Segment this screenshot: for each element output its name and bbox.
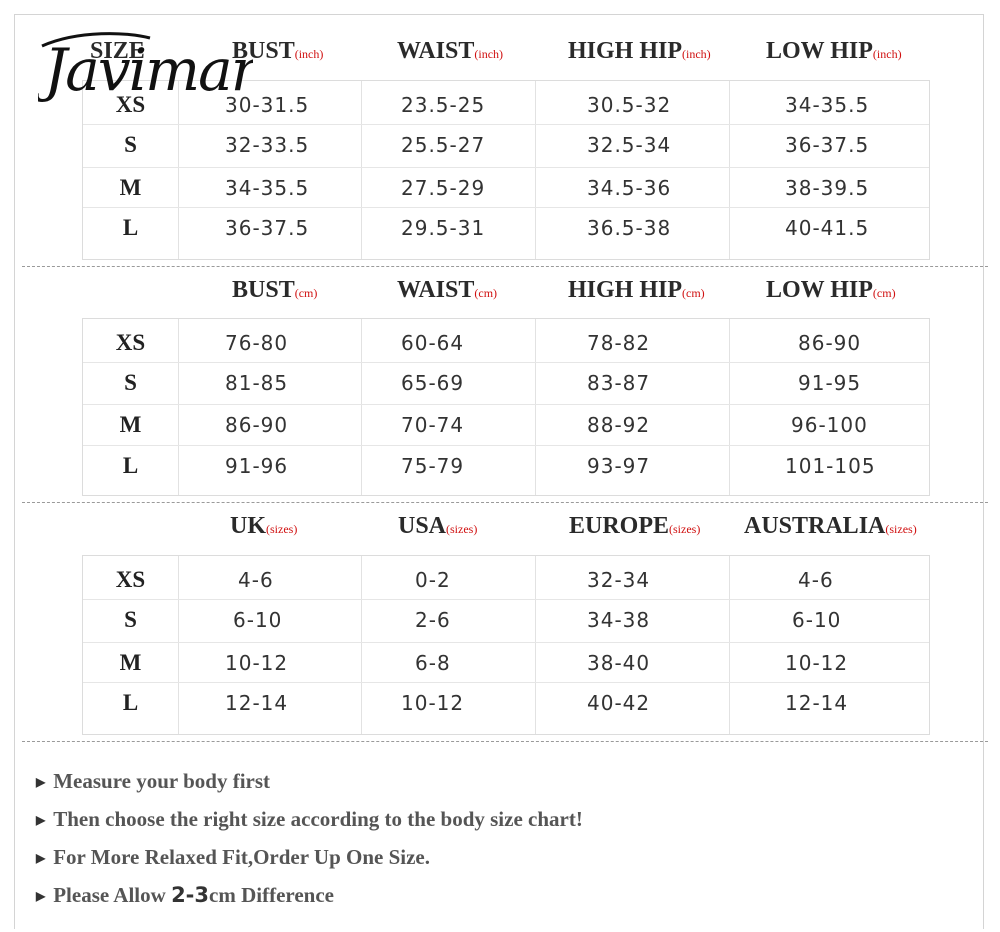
triangle-bullet-icon: ▶ bbox=[36, 851, 46, 865]
cm-table bbox=[82, 318, 930, 496]
table-cell: 34-35.5 bbox=[785, 93, 870, 117]
table-cell: 30-31.5 bbox=[225, 93, 310, 117]
table-cell: 32.5-34 bbox=[587, 133, 672, 157]
unit-label: (sizes) bbox=[885, 522, 917, 536]
table-cell: 0-2 bbox=[415, 568, 451, 592]
note-difference: ▶ Please Allow 2-3cm Difference bbox=[36, 883, 334, 907]
table-cell: 10-12 bbox=[401, 691, 465, 715]
table-row bbox=[83, 599, 929, 640]
table-cell: 78-82 bbox=[587, 331, 651, 355]
note-choose-size: ▶ Then choose the right size according to the body size chart! bbox=[36, 807, 583, 831]
note-measure: ▶ Measure your body first bbox=[36, 769, 271, 793]
size-label: L bbox=[122, 215, 139, 240]
unit-label: (sizes) bbox=[669, 522, 701, 536]
section-divider bbox=[22, 502, 988, 503]
header-bust-inch: BUST(inch) bbox=[232, 38, 324, 64]
table-cell: 96-100 bbox=[791, 413, 868, 437]
unit-label: (cm) bbox=[474, 286, 498, 300]
size-label: XS bbox=[115, 567, 146, 592]
top-decoration bbox=[501, 5, 561, 19]
table-cell: 40-41.5 bbox=[785, 216, 870, 240]
table-cell: 86-90 bbox=[225, 413, 289, 437]
table-cell: 65-69 bbox=[401, 371, 465, 395]
table-cell: 83-87 bbox=[587, 371, 651, 395]
size-label: S bbox=[124, 132, 137, 157]
table-cell: 29.5-31 bbox=[401, 216, 486, 240]
header-uk: UK(sizes) bbox=[230, 513, 298, 539]
table-cell: 25.5-27 bbox=[401, 133, 486, 157]
size-label: M bbox=[119, 650, 142, 675]
brand-logo bbox=[38, 24, 253, 104]
brand-logo-text: Javima bbox=[44, 36, 231, 104]
inch-table bbox=[82, 80, 930, 260]
header-waist-inch: WAIST(inch) bbox=[397, 38, 504, 64]
unit-label: (inch) bbox=[682, 47, 711, 61]
table-cell: 86-90 bbox=[798, 331, 862, 355]
size-label: L bbox=[122, 453, 139, 478]
table-cell: 38-39.5 bbox=[785, 176, 870, 200]
table-cell: 10-12 bbox=[785, 651, 849, 675]
header-europe: EUROPE(sizes) bbox=[569, 513, 701, 539]
table-cell: 27.5-29 bbox=[401, 176, 486, 200]
table-row bbox=[83, 445, 929, 486]
table-cell: 12-14 bbox=[225, 691, 289, 715]
header-size: SIZE bbox=[90, 38, 145, 64]
size-label: S bbox=[124, 370, 137, 395]
size-label: M bbox=[119, 175, 142, 200]
table-cell: 38-40 bbox=[587, 651, 651, 675]
table-row bbox=[83, 207, 929, 248]
header-usa: USA(sizes) bbox=[398, 513, 478, 539]
table-cell: 36-37.5 bbox=[225, 216, 310, 240]
table-cell: 91-95 bbox=[798, 371, 862, 395]
unit-label: (inch) bbox=[872, 47, 902, 61]
table-row bbox=[83, 167, 929, 208]
table-cell: 6-10 bbox=[792, 608, 842, 632]
table-cell: 34-38 bbox=[587, 608, 651, 632]
table-cell: 4-6 bbox=[798, 568, 834, 592]
table-cell: 6-10 bbox=[233, 608, 283, 632]
table-cell: 36-37.5 bbox=[785, 133, 870, 157]
table-cell: 40-42 bbox=[587, 691, 651, 715]
header-bust-cm: BUST(cm) bbox=[232, 277, 318, 303]
header-australia: AUSTRALIA(sizes) bbox=[744, 513, 917, 539]
brand-logo-graphic bbox=[38, 24, 253, 104]
table-cell: 88-92 bbox=[587, 413, 651, 437]
table-row bbox=[83, 124, 929, 165]
unit-label: (cm) bbox=[872, 286, 896, 300]
table-cell: 2-6 bbox=[415, 608, 451, 632]
unit-label: (cm) bbox=[682, 286, 705, 300]
size-label: S bbox=[124, 607, 137, 632]
triangle-bullet-icon: ▶ bbox=[36, 889, 46, 903]
table-cell: 34.5-36 bbox=[587, 176, 672, 200]
unit-label: (cm) bbox=[294, 286, 318, 300]
unit-label: (sizes) bbox=[266, 522, 298, 536]
difference-range: 2-3 bbox=[171, 883, 210, 907]
size-label: XS bbox=[115, 92, 146, 117]
table-cell: 91-96 bbox=[225, 454, 289, 478]
table-cell: 10-12 bbox=[225, 651, 289, 675]
table-row bbox=[83, 362, 929, 403]
table-cell: 34-35.5 bbox=[225, 176, 310, 200]
table-cell: 12-14 bbox=[785, 691, 849, 715]
table-row bbox=[83, 404, 929, 445]
header-highhip-inch: HIGH HIP(inch) bbox=[568, 38, 711, 64]
table-row bbox=[83, 323, 929, 363]
table-cell: 93-97 bbox=[587, 454, 651, 478]
note-relaxed-fit: ▶ For More Relaxed Fit,Order Up One Size. bbox=[36, 845, 430, 869]
table-row bbox=[83, 560, 929, 600]
section-divider bbox=[22, 741, 988, 742]
table-cell: 75-79 bbox=[401, 454, 465, 478]
size-label: XS bbox=[115, 330, 146, 355]
header-waist-cm: WAIST(cm) bbox=[397, 277, 498, 303]
header-lowhip-inch: LOW HIP(inch) bbox=[766, 38, 902, 64]
section-divider bbox=[22, 266, 988, 267]
region-table bbox=[82, 555, 930, 735]
unit-label: (inch) bbox=[294, 47, 324, 61]
table-cell: 23.5-25 bbox=[401, 93, 486, 117]
header-highhip-cm: HIGH HIP(cm) bbox=[568, 277, 705, 303]
table-cell: 6-8 bbox=[415, 651, 451, 675]
unit-label: (inch) bbox=[474, 47, 504, 61]
table-cell: 76-80 bbox=[225, 331, 289, 355]
table-row bbox=[83, 642, 929, 683]
size-label: M bbox=[119, 412, 142, 437]
unit-label: (sizes) bbox=[446, 522, 478, 536]
table-cell: 70-74 bbox=[401, 413, 465, 437]
triangle-bullet-icon: ▶ bbox=[36, 813, 46, 827]
triangle-bullet-icon: ▶ bbox=[36, 775, 46, 789]
table-cell: 32-34 bbox=[587, 568, 651, 592]
table-cell: 32-33.5 bbox=[225, 133, 310, 157]
table-cell: 60-64 bbox=[401, 331, 465, 355]
table-cell: 81-85 bbox=[225, 371, 289, 395]
table-cell: 4-6 bbox=[238, 568, 274, 592]
table-cell: 36.5-38 bbox=[587, 216, 672, 240]
table-cell: 30.5-32 bbox=[587, 93, 672, 117]
size-label: L bbox=[122, 690, 139, 715]
table-row bbox=[83, 682, 929, 723]
header-lowhip-cm: LOW HIP(cm) bbox=[766, 277, 896, 303]
table-cell: 101-105 bbox=[785, 454, 876, 478]
